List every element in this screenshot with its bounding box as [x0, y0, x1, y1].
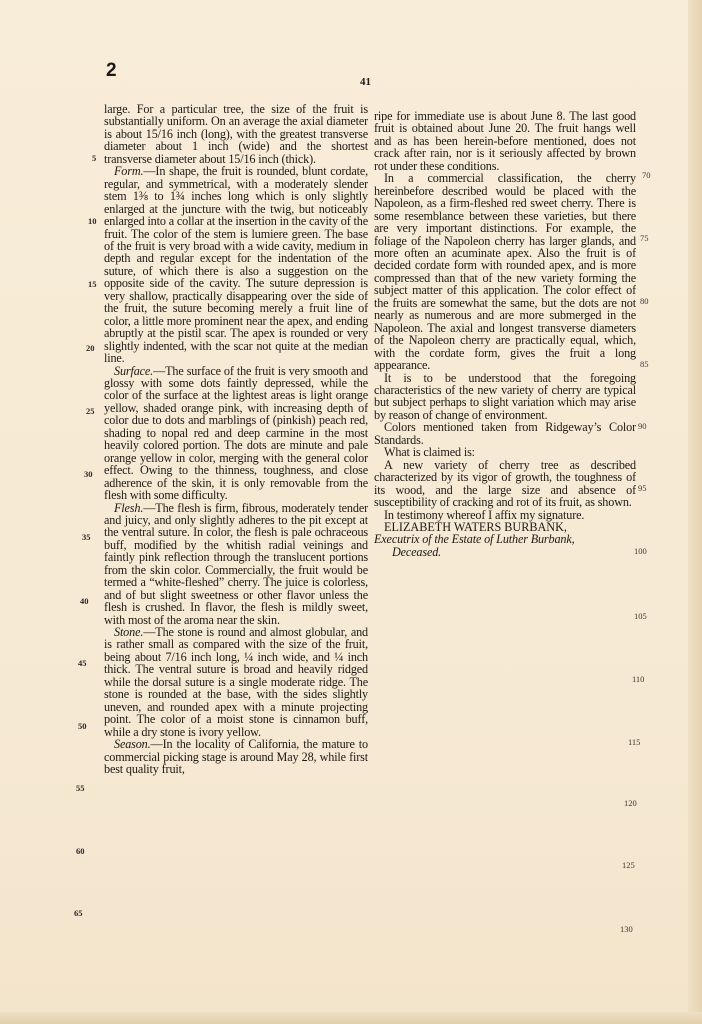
line-number-right: 115 [628, 737, 641, 747]
line-number-right: 130 [620, 924, 633, 934]
line-number-right: 105 [634, 611, 647, 621]
line-number-right: 100 [634, 546, 647, 556]
paragraph-form: Form.—In shape, the fruit is rounded, blunt cordate, regular, and symmetrical, with a moderately slender stem 1⅜ to 1¾ inches long which is only slightly enlarged at the juncture with the twig, but noticeably enlarged into a collar at the insertion in the cavity of the fruit. The color of the stem is lumiere green. The base of the fruit is very broad with a wide cavity, medium in depth and regular except for the indentation of the suture, of which there is also a suggestion on the opposite side of the cavity. The suture depression is very shallow, practically disappearing over the side of the fruit, the suture becoming merely a fruit line of color, a little more prominent near the apex, and ending abruptly at the pistil scar. The apex is rounded or very slightly indented, with the scar not quite at the median line. [104, 164, 368, 366]
line-number: 65 [74, 908, 83, 918]
paragraph-classification: In a commercial classification, the cherry hereinbefore described would be placed with the Napoleon, as a firm-fleshed red sweet cherry. There is some resemblance between these varieties, but there are very important distinctions. For example, the foliage of the Napoleon cherry has larger glands, and more often an acuminate apex. Also the fruit is of decided cordate form with rounded apex, and is more compressed than that of the new variety forming the subject matter of this application. The color effect of the fruits are somewhat the same, but the dots are not nearly as numerous and are more submerged in the Napoleon. The axial and longest transverse diameters of the Napoleon cherry are practically equal, which, with the cordate form, gives the fruit a long appearance. [374, 171, 636, 373]
line-number-right: 110 [632, 674, 645, 684]
line-number: 40 [80, 596, 89, 606]
line-number: 20 [86, 343, 95, 353]
paragraph-understood: It is to be understood that the foregoing characteristics of the new variety of cherry are typical but subject perhaps to slight variation which may arise by reason of change of environment. [374, 370, 636, 422]
claim-intro: What is claimed is: [384, 445, 475, 460]
line-number: 5 [92, 153, 97, 163]
left-text-column [104, 103, 368, 929]
heading-season: Season. [114, 737, 151, 752]
signature-role: Executrix of the Estate of Luther Burbank, [374, 532, 575, 547]
paragraph-ripe: ripe for immediate use is about June 8. The last good fruit is obtained about June 20. The fruit hangs well and as has been herein-before mentioned, does not crack after rain, nor is it seriously affected by brown rot under these conditions. [374, 110, 636, 173]
line-number-right: 70 [642, 170, 651, 180]
page-number: 41 [360, 76, 371, 88]
line-number-right: 80 [640, 296, 649, 306]
line-number: 15 [88, 279, 97, 289]
paragraph-season: Season.—In the locality of California, the mature to commercial picking stage is around May 28, while first best quality fruit, [104, 737, 368, 777]
line-number-right: 90 [638, 421, 647, 431]
line-number: 60 [76, 846, 85, 856]
line-number-right: 75 [640, 233, 649, 243]
line-number: 30 [84, 469, 93, 479]
line-number: 10 [88, 216, 97, 226]
paragraph-surface: Surface.—The surface of the fruit is very smooth and glossy with some dots faintly depressed, while the color of the surface at the lightest areas is light orange yellow, shaded orange pink, with increasing depth of color due to dots and marblings of (pinkish) peach red, shading to nopal red and deep carmine in the most heavily colored portion. The dots are minute and pale orange yellow in color, merging with the general color effect. Owing to the thinness, toughness, and close adherence of the skin, it is only removable from the flesh with some difficulty. [104, 363, 368, 503]
line-number: 55 [76, 783, 85, 793]
claim-text: A new variety of cherry tree as described characterized by its vigor of growth, the toughness of its wood, and the large size and absence of susceptibility of cracking and rot of its fruit, as shown. [374, 457, 636, 510]
right-text-column [374, 110, 636, 650]
signature-name: ELIZABETH WATERS BURBANK, [384, 519, 567, 534]
line-number-right: 125 [622, 860, 635, 870]
line-number: 50 [78, 721, 87, 731]
line-number: 45 [78, 658, 87, 668]
paragraph-flesh: Flesh.—The flesh is firm, fibrous, moderately tender and juicy, and only slightly adheres to the pit except at the ventral suture. In color, the flesh is pale ochraceous buff, modified by the whitish radial veinings and faintly pink reflection through the translucent portions from the skin color. Commercially, the fruit would be termed a “white-fleshed” cherry. The juice is colorless, and of but slight sweetness or other flavor unless the flesh is crushed. In flavor, the flesh is mildly sweet, with most of the aroma near the skin. [104, 500, 368, 627]
heading-form: Form. [114, 164, 144, 179]
paper-edge-bottom [0, 1012, 702, 1024]
heading-surface: Surface. [114, 363, 154, 378]
line-number-right: 85 [640, 359, 649, 369]
paper-edge-right [688, 0, 702, 1024]
heading-flesh: Flesh. [114, 500, 144, 515]
paragraph-stone: Stone.—The stone is round and almost globular, and is rather small as compared with the size of the fruit, being about 7/16 inch long, ¼ inch wide, and ¼ inch thick. The ventral suture is broad and heavily ridged while the dorsal suture is a single moderate ridge. The stone is rounded at the base, with the sides slightly uneven, and rounded apex with a minute projecting point. The color of a moist stone is cinnamon buff, while a dry stone is ivory yellow. [104, 625, 368, 739]
sheet-number: 2 [106, 60, 117, 81]
paragraph-colors: Colors mentioned taken from Ridgeway’s Color Standards. [374, 420, 636, 447]
heading-stone: Stone. [114, 625, 144, 640]
line-number-right: 95 [638, 483, 647, 493]
line-number: 35 [82, 532, 91, 542]
line-number: 25 [86, 406, 95, 416]
testimony-line: In testimony whereof I affix my signature. [384, 507, 585, 522]
line-number-right: 120 [624, 798, 637, 808]
signature-status: Deceased. [392, 544, 442, 559]
paragraph-size: large. For a particular tree, the size of the fruit is substantially uniform. On an average the axial diameter is about 15/16 inch (long), with the greatest transverse diameter about 1 inch (wide) and the shortest transverse diameter about 15/16 inch (thick). [104, 103, 368, 166]
